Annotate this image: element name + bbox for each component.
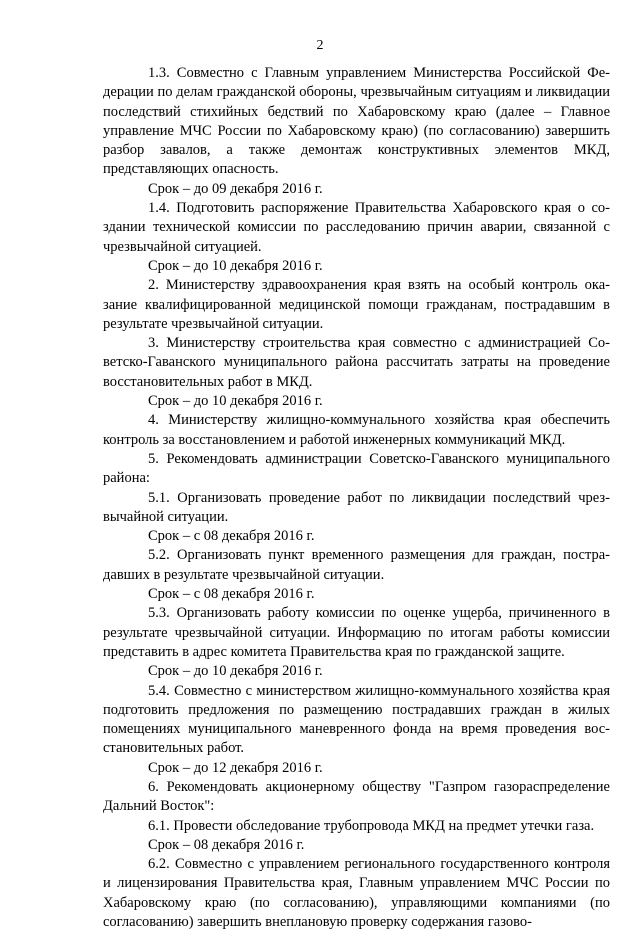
paragraph-5-2: 5.2. Организовать пункт временного размещения для граждан, пострадавших в результате чрезвычайной ситуации. <box>103 547 610 583</box>
deadline-5-3: Срок – до 10 декабря 2016 г. <box>148 663 323 680</box>
paragraph-1-4: 1.4. Подготовить распоряжение Правительства Хабаровского края о создании технической комиссии по расследованию причин аварии, связанной с чрезвычайной ситуацией. <box>103 200 610 255</box>
deadline-1-3: Срок – до 09 декабря 2016 г. <box>148 180 323 197</box>
paragraph-6-2: 6.2. Совместно с управлением регионального государственного контроля и лицензирования Правительства края, Главным управлением МЧС России по Хабаровскому краю (по согласованию), управляющими компаниями (по согласованию) завершить внеплановую проверку содержания газово- <box>103 856 610 931</box>
paragraph-6: 6. Рекомендовать акционерному обществу "Газпром газораспределение Дальний Восток": <box>103 778 610 815</box>
paragraph-4: 4. Министерству жилищно-коммунального хозяйства края обеспечить контроль за восстановлением и работой инженерных коммуникаций МКД. <box>103 412 610 448</box>
paragraph-2: 2. Министерству здравоохранения края взять на особый контроль оказание квалифицированной медицинской помощи гражданам, пострадавшим в результате чрезвычайной ситуации. <box>103 277 610 332</box>
paragraph-1-3: 1.3. Совместно с Главным управлением Министерства Российской Федерации по делам гражданской обороны, чрезвычайным ситуациям и ликвидации последствий стихийных бедствий по Хабаровскому краю (далее – Главное управление МЧС России по Хабаровскому краю) (по согласованию) завершить разбор завалов, а также демонтаж конструктивных элементов МКД, представляющих опасность. <box>103 65 610 178</box>
paragraph-3: 3. Министерству строительства края совместно с администрацией Советско-Гаванского муниципального района рассчитать затраты на проведение восстановительных работ в МКД. <box>103 335 610 390</box>
paragraph-5-3: 5.3. Организовать работу комиссии по оценке ущерба, причиненного в результате чрезвычайной ситуации. Информацию по итогам работы комиссии представить в адрес комитета Правительства края по гражданской защите. <box>103 605 610 660</box>
deadline-1-4: Срок – до 10 декабря 2016 г. <box>148 257 323 274</box>
paragraph-5-4: 5.4. Совместно с министерством жилищно-коммунального хозяйства края подготовить предложения по размещению пострадавших граждан в жилых помещениях муниципального маневренного фонда на время проведения восстановительных работ. <box>103 682 610 757</box>
deadline-5-4: Срок – до 12 декабря 2016 г. <box>148 759 323 776</box>
paragraph-6-1: 6.1. Провести обследование трубопровода МКД на предмет утечки газа. <box>148 817 595 834</box>
paragraph-5: 5. Рекомендовать администрации Советско-Гаванского муниципального района: <box>103 450 610 487</box>
deadline-6-1: Срок – 08 декабря 2016 г. <box>148 836 305 853</box>
document-body <box>103 64 610 932</box>
deadline-3: Срок – до 10 декабря 2016 г. <box>148 393 323 410</box>
paragraph-5-1: 5.1. Организовать проведение работ по ликвидации последствий чрезвычайной ситуации. <box>103 489 610 525</box>
page-number: 2 <box>316 38 324 53</box>
deadline-5-2: Срок – с 08 декабря 2016 г. <box>148 586 315 603</box>
deadline-5-1: Срок – с 08 декабря 2016 г. <box>148 528 315 545</box>
